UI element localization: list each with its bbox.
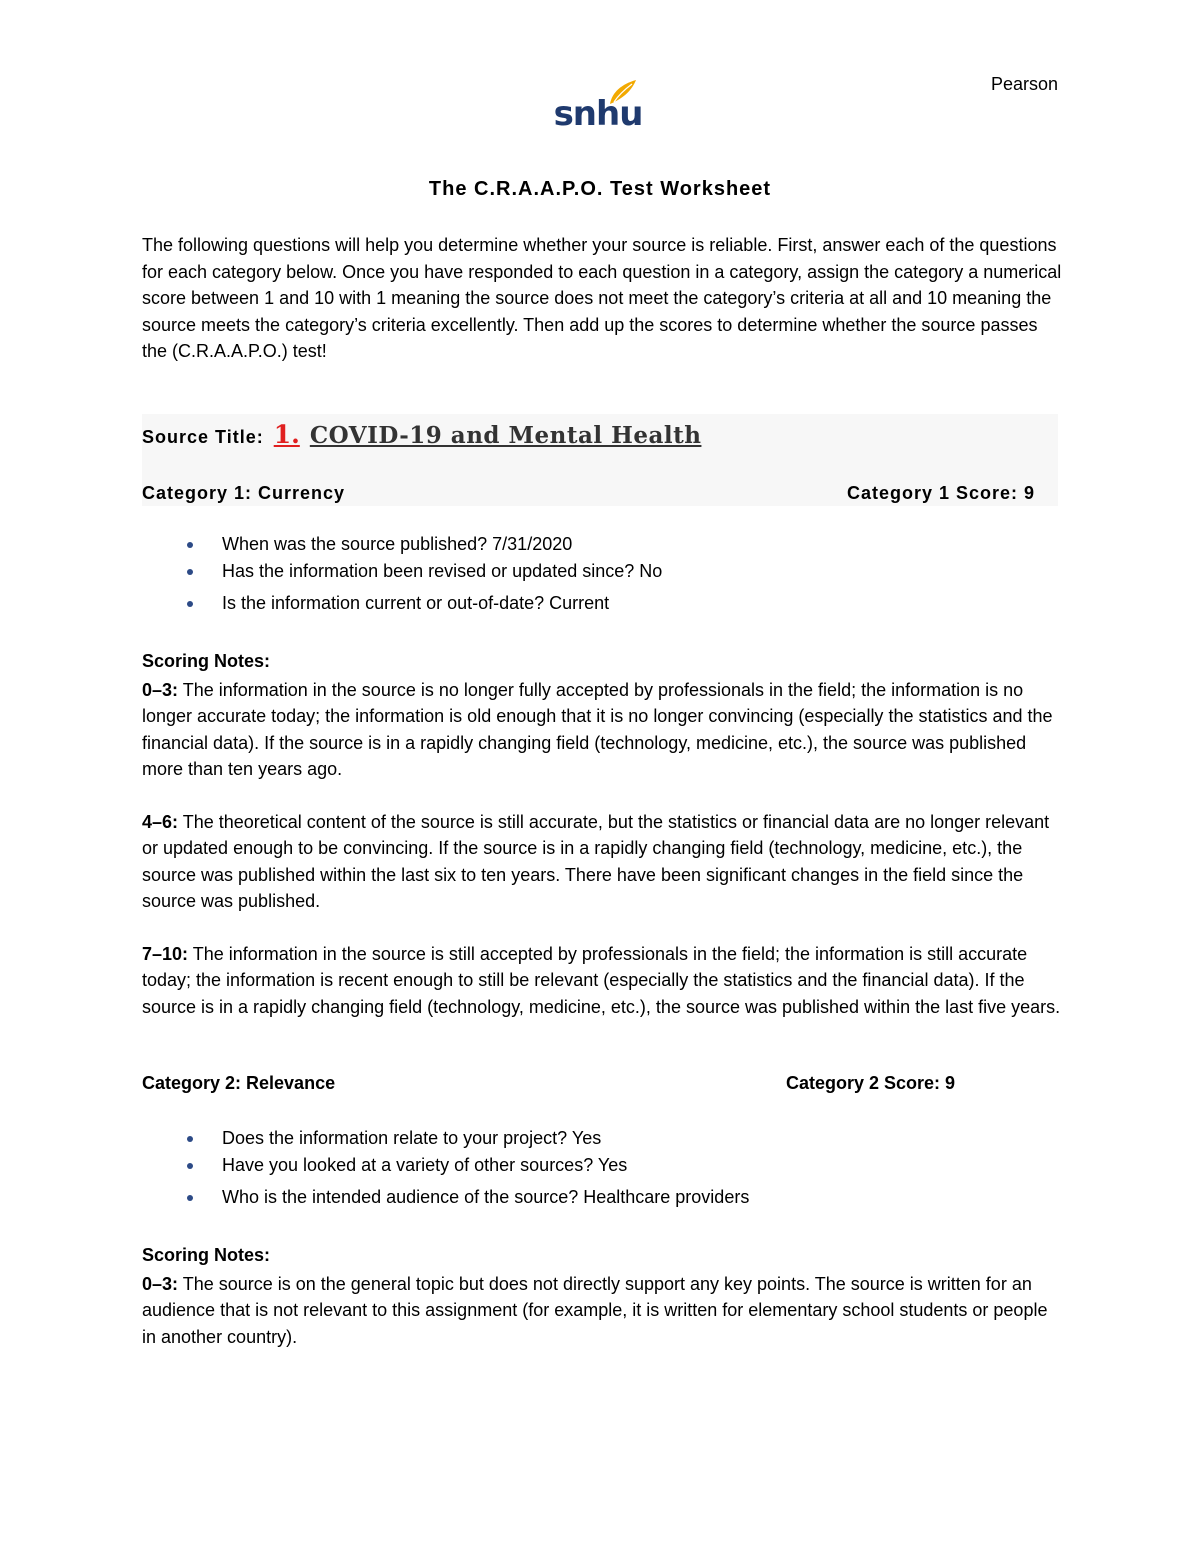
list-item: Have you looked at a variety of other sources? Yes [142,1152,1058,1178]
source-title-label: Source Title: [142,427,264,447]
category-2-score: Category 2 Score: 9 [786,1073,956,1093]
source-title: COVID-19 and Mental Health [309,422,702,449]
category-1-note-3: 7–10: The information in the source is still accepted by professionals in the field; the information is still accurate today; the information is recent enough to still be relevant (especially the statistics and the financial data). If the source is in a rapidly changing field (technology, medicine, etc.), the source was published within the last five years. [142,944,1061,1017]
bullet-icon [187,542,193,548]
intro-paragraph: The following questions will help you determine whether your source is reliable. First, answer each of the questions for each category below. Once you have responded to each question in a category, assign the category a numerical score between 1 and 10 with 1 meaning the source does not meet the category’s criteria at all and 10 meaning the source meets the category’s criteria excellently. Then add up the scores to determine whether the source passes the (C.R.A.A.P.O.) test! [142,235,1062,361]
snhu-logo [552,78,644,138]
header-author: Pearson [990,74,1058,94]
category-1-header [142,483,1058,507]
bullet-icon [187,569,193,575]
list-item: Has the information been revised or updated since? No [142,558,1058,584]
category-1-name: Category 1: Currency [142,483,346,503]
bullet-icon [187,1163,193,1169]
bullet-icon [187,601,193,607]
list-item: Is the information current or out-of-date? Current [142,590,1058,616]
category-1-notes-heading: Scoring Notes: [142,651,271,671]
bullet-icon [187,1195,193,1201]
category-1-score: Category 1 Score: 9 [847,483,1036,503]
source-title-line [142,420,1058,460]
category-1-questions [142,531,1058,616]
page-title: The C.R.A.A.P.O. Test Worksheet [428,178,772,200]
category-1-note-1: 0–3: The information in the source is no longer fully accepted by professionals in the field; the information is no longer accurate today; the information is old enough that it is no longer convincing (especially the statistics and the financial data). If the source is in a rapidly changing field (technology, medicine, etc.), the source was published more than ten years ago. [142,680,1053,779]
category-2-note-1: 0–3: The source is on the general topic but does not directly support any key points. The source is written for an audience that is not relevant to this assignment (for example, it is written for elementary school students or people in another country). [142,1274,1048,1347]
bullet-icon [187,1136,193,1142]
list-item: When was the source published? 7/31/2020 [142,531,1058,557]
category-2-header [142,1073,1058,1097]
list-item: Who is the intended audience of the source? Healthcare providers [142,1184,1058,1210]
list-item: Does the information relate to your project? Yes [142,1125,1058,1151]
source-number: 1. [273,420,300,449]
category-1-note-2: 4–6: The theoretical content of the source is still accurate, but the statistics or financial data are no longer relevant or updated enough to be convincing. If the source is in a rapidly changing field (technology, medicine, etc.), the source was published within the last six to ten years. There have been significant changes in the field since the source was published. [142,812,1050,911]
category-2-name: Category 2: Relevance [142,1073,336,1093]
category-2-notes-heading: Scoring Notes: [142,1245,271,1265]
category-2-questions [142,1125,1058,1210]
logo-text: snhu [553,94,643,134]
